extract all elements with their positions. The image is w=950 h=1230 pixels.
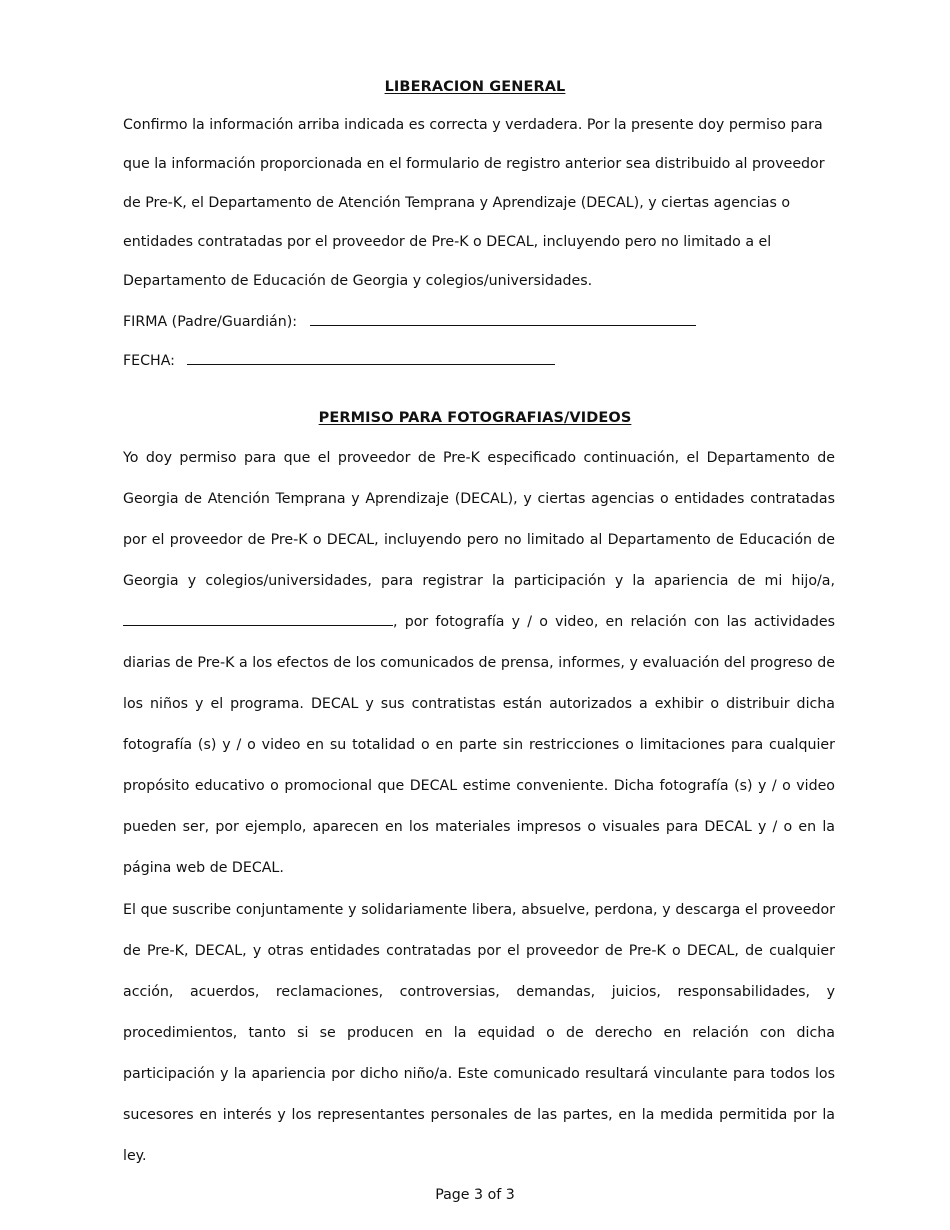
date-line <box>123 350 555 371</box>
section-title-photo-permission: PERMISO PARA FOTOGRAFIAS/VIDEOS <box>318 410 632 426</box>
photo-permission-text-before: Yo doy permiso para que el proveedor de Pre-K especificado continuación, el Departamento de Georgia de Atención Temprana y Aprendizaje (DECAL), y ciertas agencias o entidades contratadas por el proveedor de Pre-K o DECAL, incluyendo pero no limitado al Departamento de Educación de Georgia y colegios/universidades, para registrar la participación y la apariencia de mi hijo/a, <box>123 450 835 589</box>
signature-label: FIRMA (Padre/Guardián): <box>123 314 298 330</box>
photo-permission-text-after: , por fotografía y / o video, en relación con las actividades diarias de Pre-K a los efectos de los comunicados de prensa, informes, y evaluación del progreso de los niños y el programa. DECAL y sus contratistas están autorizados a exhibir o distribuir dicha fotografía (s) y / o video en su totalidad o en parte sin restricciones o limitaciones para cualquier propósito educativo o promocional que DECAL estime conveniente. Dicha fotografía (s) y / o video pueden ser, por ejemplo, aparecen en los materiales impresos o visuales para DECAL y / o en la página web de DECAL. <box>123 614 835 876</box>
date-blank[interactable] <box>187 350 555 365</box>
signature-line <box>123 311 696 332</box>
release-paragraph: El que suscribe conjuntamente y solidariamente libera, absuelve, perdona, y descarga el proveedor de Pre-K, DECAL, y otras entidades contratadas por el proveedor de Pre-K o DECAL, de cualquier acción, acuerdos, reclamaciones, controversias, demandas, juicios, responsabilidades, y procedimientos, tanto si se producen en la equidad o de derecho en relación con dicha participación y la apariencia por dicho niño/a. Este comunicado resultará vinculante para todos los sucesores en interés y los representantes personales de las partes, en la medida permitida por la ley. <box>123 902 835 1164</box>
photo-permission-paragraph <box>123 438 835 889</box>
child-name-blank[interactable] <box>123 611 393 626</box>
general-release-paragraph: Confirmo la información arriba indicada es correcta y verdadera. Por la presente doy permiso para que la información proporcionada en el formulario de registro anterior sea distribuido al proveedor de Pre-K, el Departamento de Atención Temprana y Aprendizaje (DECAL), y ciertas agencias o entidades contratadas por el proveedor de Pre-K o DECAL, incluyendo pero no limitado a el Departamento de Educación de Georgia y colegios/universidades. <box>123 117 825 289</box>
signature-blank[interactable] <box>310 311 696 326</box>
date-label: FECHA: <box>123 353 175 369</box>
section-title-general-release: LIBERACION GENERAL <box>384 79 566 95</box>
page-number: Page 3 of 3 <box>435 1187 515 1203</box>
